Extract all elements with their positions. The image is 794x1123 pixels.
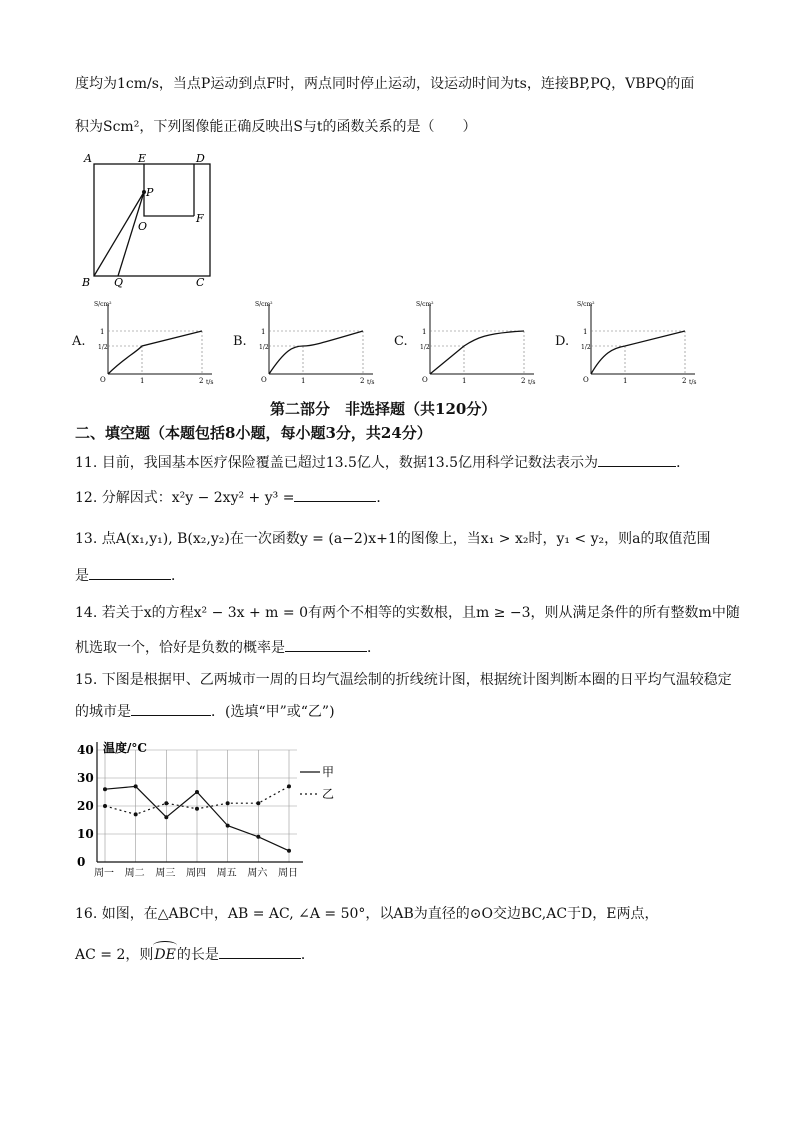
option-graph xyxy=(577,298,705,386)
option-c[interactable] xyxy=(394,298,544,388)
question-15-text: 15. 下图是根据甲、乙两城市一周的日均气温绘制的折线统计图，根据统计图判断本圈的日平均气温较稳定 xyxy=(75,672,732,688)
x-tick-label: 周六 xyxy=(247,868,268,879)
series-yi-point xyxy=(164,801,168,805)
x-tick: 1 xyxy=(623,377,628,385)
series-jia-point xyxy=(226,824,230,828)
question-11 xyxy=(75,452,690,472)
question-14-text: 机选取一个，恰好是负数的概率是 xyxy=(75,640,285,656)
label-A: A xyxy=(84,152,92,165)
series-yi-point xyxy=(256,801,260,805)
y-tick: 1 xyxy=(583,328,588,336)
x-tick: 1 xyxy=(140,377,145,385)
y-axis-title: 温度/°C xyxy=(103,741,147,755)
series-yi-point xyxy=(195,807,199,811)
x-tick-label: 周五 xyxy=(216,868,237,879)
x-tick: O xyxy=(100,376,106,384)
y-tick: 1/2 xyxy=(259,344,269,351)
label-Q: Q xyxy=(114,276,124,288)
question-16-text: 16. 如图，在△ABC中，AB = AC, ∠A = 50°，以AB为直径的⊙O交边BC,AC于D，E两点， xyxy=(75,906,659,922)
label-C: C xyxy=(196,276,205,288)
option-label: B. xyxy=(233,334,247,349)
option-graph xyxy=(255,298,383,386)
question-16-text2: 的长是 xyxy=(176,947,219,963)
answer-blank xyxy=(285,637,367,652)
y-tick: 1/2 xyxy=(581,344,591,351)
period: ． xyxy=(676,455,691,471)
x-tick-label: 周一 xyxy=(94,868,114,879)
x-tick-label: 周二 xyxy=(124,868,145,879)
answer-blank xyxy=(294,487,376,502)
series-jia-point xyxy=(256,835,260,839)
x-tick-label: 周四 xyxy=(186,868,206,879)
question-14-text: 14. 若关于x的方程x² − 3x + m = 0有两个不相等的实数根，且m ≥ −3，则从满足条件的所有整数m中随 xyxy=(75,605,740,621)
x-tick: 2 xyxy=(199,377,204,385)
series-yi-point xyxy=(134,812,138,816)
y-tick-label: 20 xyxy=(77,799,94,813)
x-tick: O xyxy=(261,376,267,384)
x-tick-label: 周三 xyxy=(155,868,176,879)
question-13-text: 是 xyxy=(75,568,89,584)
series-jia-point xyxy=(164,815,168,819)
series-jia-point xyxy=(134,784,138,788)
period: ． xyxy=(300,947,315,963)
arc-label: DE xyxy=(154,947,176,963)
series-jia-point xyxy=(287,849,291,853)
axis-x-label: t/s xyxy=(367,379,375,386)
question-text-line: 积为Scm²，下列图像能正确反映出S与t的函数关系的是（ ） xyxy=(75,119,477,135)
series-yi-point xyxy=(103,804,107,808)
label-D: D xyxy=(196,152,205,165)
option-b[interactable] xyxy=(233,298,383,388)
y-tick: 1 xyxy=(422,328,427,336)
y-tick: 1 xyxy=(100,328,105,336)
x-tick: 2 xyxy=(682,377,687,385)
question-16-cont xyxy=(75,944,315,964)
x-tick: 1 xyxy=(462,377,467,385)
axis-x-label: t/s xyxy=(206,379,214,386)
question-text-line: 度均为1cm/s，当点P运动到点F时，两点同时停止运动，设运动时间为ts，连接BP,PQ，VBPQ的面 xyxy=(75,76,695,92)
label-F: F xyxy=(196,212,204,225)
geometry-figure xyxy=(78,148,218,288)
answer-blank xyxy=(598,452,676,467)
temperature-line-chart xyxy=(75,732,335,892)
axis-y-label: S/cm² xyxy=(255,301,273,308)
question-15-text: 的城市是 xyxy=(75,704,131,720)
y-tick-label: 0 xyxy=(77,855,86,869)
period: ． xyxy=(376,490,391,506)
label-B: B xyxy=(82,276,91,288)
x-tick: O xyxy=(583,376,589,384)
axis-y-label: S/cm² xyxy=(577,301,595,308)
option-label: A. xyxy=(72,334,86,349)
answer-blank xyxy=(219,944,301,959)
question-12-text: 12. 分解因式：x²y − 2xy² + y³ = xyxy=(75,490,295,506)
option-graph xyxy=(94,298,222,386)
series-jia-point xyxy=(195,790,199,794)
answer-blank xyxy=(131,701,211,716)
arc-mark xyxy=(153,941,176,950)
section-title: 二、填空题（本题包括8小题，每小题3分，共24分） xyxy=(75,424,432,442)
option-a[interactable] xyxy=(72,298,222,388)
question-14-cont xyxy=(75,637,381,657)
question-12 xyxy=(75,487,390,507)
series-yi-point xyxy=(287,784,291,788)
series-jia-point xyxy=(103,787,107,791)
y-tick-label: 40 xyxy=(77,743,94,757)
option-label: D. xyxy=(555,334,570,349)
legend-label: 乙 xyxy=(322,787,335,801)
series-yi-point xyxy=(226,801,230,805)
question-15-cont xyxy=(75,701,335,721)
question-16-text: AC = 2，则 xyxy=(75,947,154,963)
question-11-text: 11. 目前，我国基本医疗保险覆盖已超过13.5亿人，数据13.5亿用科学记数法表示为 xyxy=(75,455,599,471)
x-tick: 2 xyxy=(521,377,526,385)
question-15-hint: ．(选填“甲”或“乙”) xyxy=(211,704,335,720)
x-tick: 1 xyxy=(301,377,306,385)
part-title: 第二部分 非选择题（共120分） xyxy=(270,400,497,418)
axis-x-label: t/s xyxy=(689,379,697,386)
axis-x-label: t/s xyxy=(528,379,536,386)
period: ． xyxy=(367,640,381,656)
answer-blank xyxy=(89,565,171,580)
question-13-text: 13. 点A(x₁,y₁), B(x₂,y₂)在一次函数y = (a−2)x+1的图像上，当x₁ > x₂时，y₁ < y₂，则a的取值范围 xyxy=(75,531,711,547)
legend-label: 甲 xyxy=(322,765,335,779)
option-d[interactable] xyxy=(555,298,705,388)
label-O: O xyxy=(138,220,148,233)
y-tick: 1/2 xyxy=(420,344,430,351)
label-E: E xyxy=(138,152,147,165)
x-tick: 2 xyxy=(360,377,365,385)
y-tick: 1 xyxy=(261,328,266,336)
y-tick-label: 30 xyxy=(77,771,94,785)
y-tick: 1/2 xyxy=(98,344,108,351)
y-tick-label: 10 xyxy=(77,827,94,841)
axis-y-label: S/cm² xyxy=(94,301,112,308)
question-13-cont xyxy=(75,565,185,585)
option-graph xyxy=(416,298,544,386)
option-label: C. xyxy=(394,334,408,349)
axis-y-label: S/cm² xyxy=(416,301,434,308)
arc-de xyxy=(153,947,176,963)
x-tick-label: 周日 xyxy=(278,868,298,879)
label-P: P xyxy=(146,186,154,199)
period: ． xyxy=(171,568,185,584)
x-tick: O xyxy=(422,376,428,384)
